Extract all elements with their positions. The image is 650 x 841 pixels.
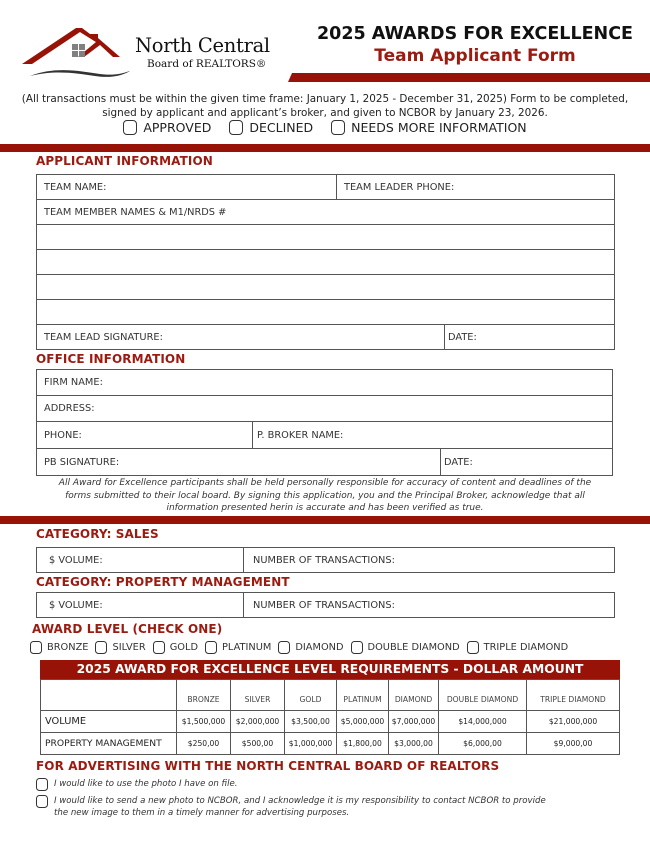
status-approved-label: APPROVED — [143, 120, 212, 135]
house-roof-icon — [20, 24, 135, 84]
team-member-row-4[interactable] — [37, 300, 615, 325]
column-header: TRIPLE DIAMOND — [527, 680, 620, 711]
table-cell: $5,000,000 — [337, 711, 389, 733]
table-cell: $7,000,000 — [389, 711, 439, 733]
page-title: 2025 AWARDS FOR EXCELLENCE — [316, 24, 634, 44]
intro-line-1: (All transactions must be within the given time frame: January 1, 2025 - December 31, 2025) Form to be completed, — [21, 93, 629, 105]
level-label: TRIPLE DIAMOND — [483, 642, 569, 653]
pm-section-title: CATEGORY: PROPERTY MANAGEMENT — [36, 575, 290, 589]
office-signature-table — [36, 448, 613, 476]
table-cell: $2,000,000 — [231, 711, 285, 733]
status-checkbox-group — [0, 120, 650, 135]
requirements-title: 2025 AWARD FOR EXCELLENCE LEVEL REQUIREMENTS - DOLLAR AMOUNT — [40, 660, 620, 679]
level-label: GOLD — [169, 642, 198, 653]
checkbox-icon[interactable] — [467, 641, 479, 654]
applicant-table — [36, 174, 615, 325]
checkbox-icon[interactable] — [278, 641, 290, 654]
team-name-field[interactable]: TEAM NAME: — [37, 175, 337, 200]
advertising-option-new-photo[interactable] — [36, 795, 546, 819]
sales-volume-field[interactable]: $ VOLUME: — [37, 548, 244, 573]
status-declined-label: DECLINED — [249, 120, 314, 135]
row-label: PROPERTY MANAGEMENT — [41, 733, 177, 755]
requirements-table — [40, 679, 620, 755]
office-table — [36, 369, 613, 422]
pm-table — [36, 592, 615, 618]
table-cell: $500,00 — [231, 733, 285, 755]
option-text: I would like to use the photo I have on file. — [54, 779, 238, 789]
award-level-title: AWARD LEVEL (CHECK ONE) — [32, 622, 223, 636]
office-phone-table — [36, 421, 613, 449]
sales-transactions-field[interactable]: NUMBER OF TRANSACTIONS: — [244, 548, 615, 573]
table-cell: $21,000,000 — [527, 711, 620, 733]
level-label: DIAMOND — [295, 642, 344, 653]
table-cell: $6,000,00 — [439, 733, 527, 755]
logo-subname: Board of REALTORS® — [147, 58, 267, 70]
address-field[interactable]: ADDRESS: — [37, 396, 613, 422]
level-double-diamond[interactable] — [351, 641, 460, 654]
table-cell: $1,800,00 — [337, 733, 389, 755]
checkbox-icon[interactable] — [205, 641, 217, 654]
ncbor-logo — [20, 24, 280, 84]
header-accent-bar — [288, 73, 650, 82]
pb-signature-field[interactable]: PB SIGNATURE: — [37, 449, 441, 476]
pm-transactions-field[interactable]: NUMBER OF TRANSACTIONS: — [244, 593, 615, 618]
team-member-row-1[interactable] — [37, 225, 615, 250]
advertising-option-existing-photo[interactable] — [36, 778, 237, 791]
sales-table — [36, 547, 615, 573]
column-header: DIAMOND — [389, 680, 439, 711]
checkbox-icon[interactable] — [331, 120, 345, 135]
team-lead-signature-field[interactable]: TEAM LEAD SIGNATURE: — [37, 325, 445, 350]
intro-text — [0, 92, 650, 120]
option-text-line-2: the new image to them in a timely manner for advertising purposes. — [54, 808, 350, 818]
table-cell: $1,000,000 — [285, 733, 337, 755]
column-header: SILVER — [231, 680, 285, 711]
column-header: GOLD — [285, 680, 337, 711]
logo-name: North Central — [135, 34, 270, 57]
column-header: DOUBLE DIAMOND — [439, 680, 527, 711]
status-needs-more-info[interactable] — [331, 120, 527, 135]
option-text-line-1: I would like to send a new photo to NCBOR, and I acknowledge it is my responsibility to contact NCBOR to provide — [54, 796, 546, 806]
column-header: PLATINUM — [337, 680, 389, 711]
team-member-row-3[interactable] — [37, 275, 615, 300]
team-members-header: TEAM MEMBER NAMES & M1/NRDS # — [37, 200, 615, 225]
checkbox-icon[interactable] — [123, 120, 137, 135]
table-cell: $1,500,000 — [177, 711, 231, 733]
disclaimer-line-3: information presented herin is accurate and has been verified as true. — [166, 503, 484, 513]
status-approved[interactable] — [123, 120, 211, 135]
requirements-header-row — [41, 680, 620, 711]
level-bronze[interactable] — [30, 641, 88, 654]
column-header: BRONZE — [177, 680, 231, 711]
team-leader-phone-field[interactable]: TEAM LEADER PHONE: — [337, 175, 615, 200]
firm-name-field[interactable]: FIRM NAME: — [37, 370, 613, 396]
checkbox-icon[interactable] — [153, 641, 165, 654]
office-date-field[interactable]: DATE: — [441, 449, 613, 476]
table-cell: $14,000,000 — [439, 711, 527, 733]
checkbox-icon[interactable] — [95, 641, 107, 654]
level-silver[interactable] — [95, 641, 145, 654]
level-triple-diamond[interactable] — [467, 641, 569, 654]
checkbox-icon[interactable] — [351, 641, 363, 654]
level-label: DOUBLE DIAMOND — [367, 642, 460, 653]
table-cell: $3,000,00 — [389, 733, 439, 755]
checkbox-icon[interactable] — [36, 795, 48, 808]
applicant-date-field[interactable]: DATE: — [445, 325, 615, 350]
checkbox-icon[interactable] — [30, 641, 42, 654]
broker-name-field[interactable]: P. BROKER NAME: — [253, 422, 613, 449]
applicant-signature-table — [36, 324, 615, 350]
advertising-section-title: FOR ADVERTISING WITH THE NORTH CENTRAL BOARD OF REALTORS — [36, 759, 500, 773]
level-platinum[interactable] — [205, 641, 271, 654]
page-subtitle: Team Applicant Form — [374, 46, 576, 66]
office-section-title: OFFICE INFORMATION — [36, 352, 186, 366]
divider-band — [0, 144, 650, 152]
status-declined[interactable] — [229, 120, 313, 135]
level-gold[interactable] — [153, 641, 198, 654]
column-header — [41, 680, 177, 711]
table-cell: $3,500,00 — [285, 711, 337, 733]
team-member-row-2[interactable] — [37, 250, 615, 275]
applicant-section-title: APPLICANT INFORMATION — [36, 154, 213, 168]
divider-band — [0, 516, 650, 524]
intro-line-2: signed by applicant and applicant’s broker, and given to NCBOR by January 23, 2026. — [102, 107, 548, 119]
table-cell: $9,000,00 — [527, 733, 620, 755]
pm-volume-field[interactable]: $ VOLUME: — [37, 593, 244, 618]
disclaimer-line-1: All Award for Excellence participants shall be held personally responsible for accuracy of content and deadlines of the — [58, 478, 592, 488]
disclaimer-line-2: forms submitted to their local board. By signing this application, you and the Principal Broker, acknowledge that all — [65, 490, 585, 501]
row-label: VOLUME — [41, 711, 177, 733]
table-row — [41, 733, 620, 755]
phone-field[interactable]: PHONE: — [37, 422, 253, 449]
advertising-option-label — [54, 778, 237, 791]
table-row — [41, 711, 620, 733]
status-needs-more-info-label: NEEDS MORE INFORMATION — [351, 120, 527, 135]
disclaimer-text — [30, 477, 620, 515]
level-label: BRONZE — [47, 642, 89, 653]
advertising-option-label — [54, 795, 546, 819]
checkbox-icon[interactable] — [229, 120, 243, 135]
table-cell: $250,00 — [177, 733, 231, 755]
level-label: PLATINUM — [222, 642, 272, 653]
level-diamond[interactable] — [278, 641, 343, 654]
level-label: SILVER — [112, 642, 146, 653]
award-level-checkbox-group — [30, 641, 630, 654]
checkbox-icon[interactable] — [36, 778, 48, 791]
sales-section-title: CATEGORY: SALES — [36, 527, 159, 541]
